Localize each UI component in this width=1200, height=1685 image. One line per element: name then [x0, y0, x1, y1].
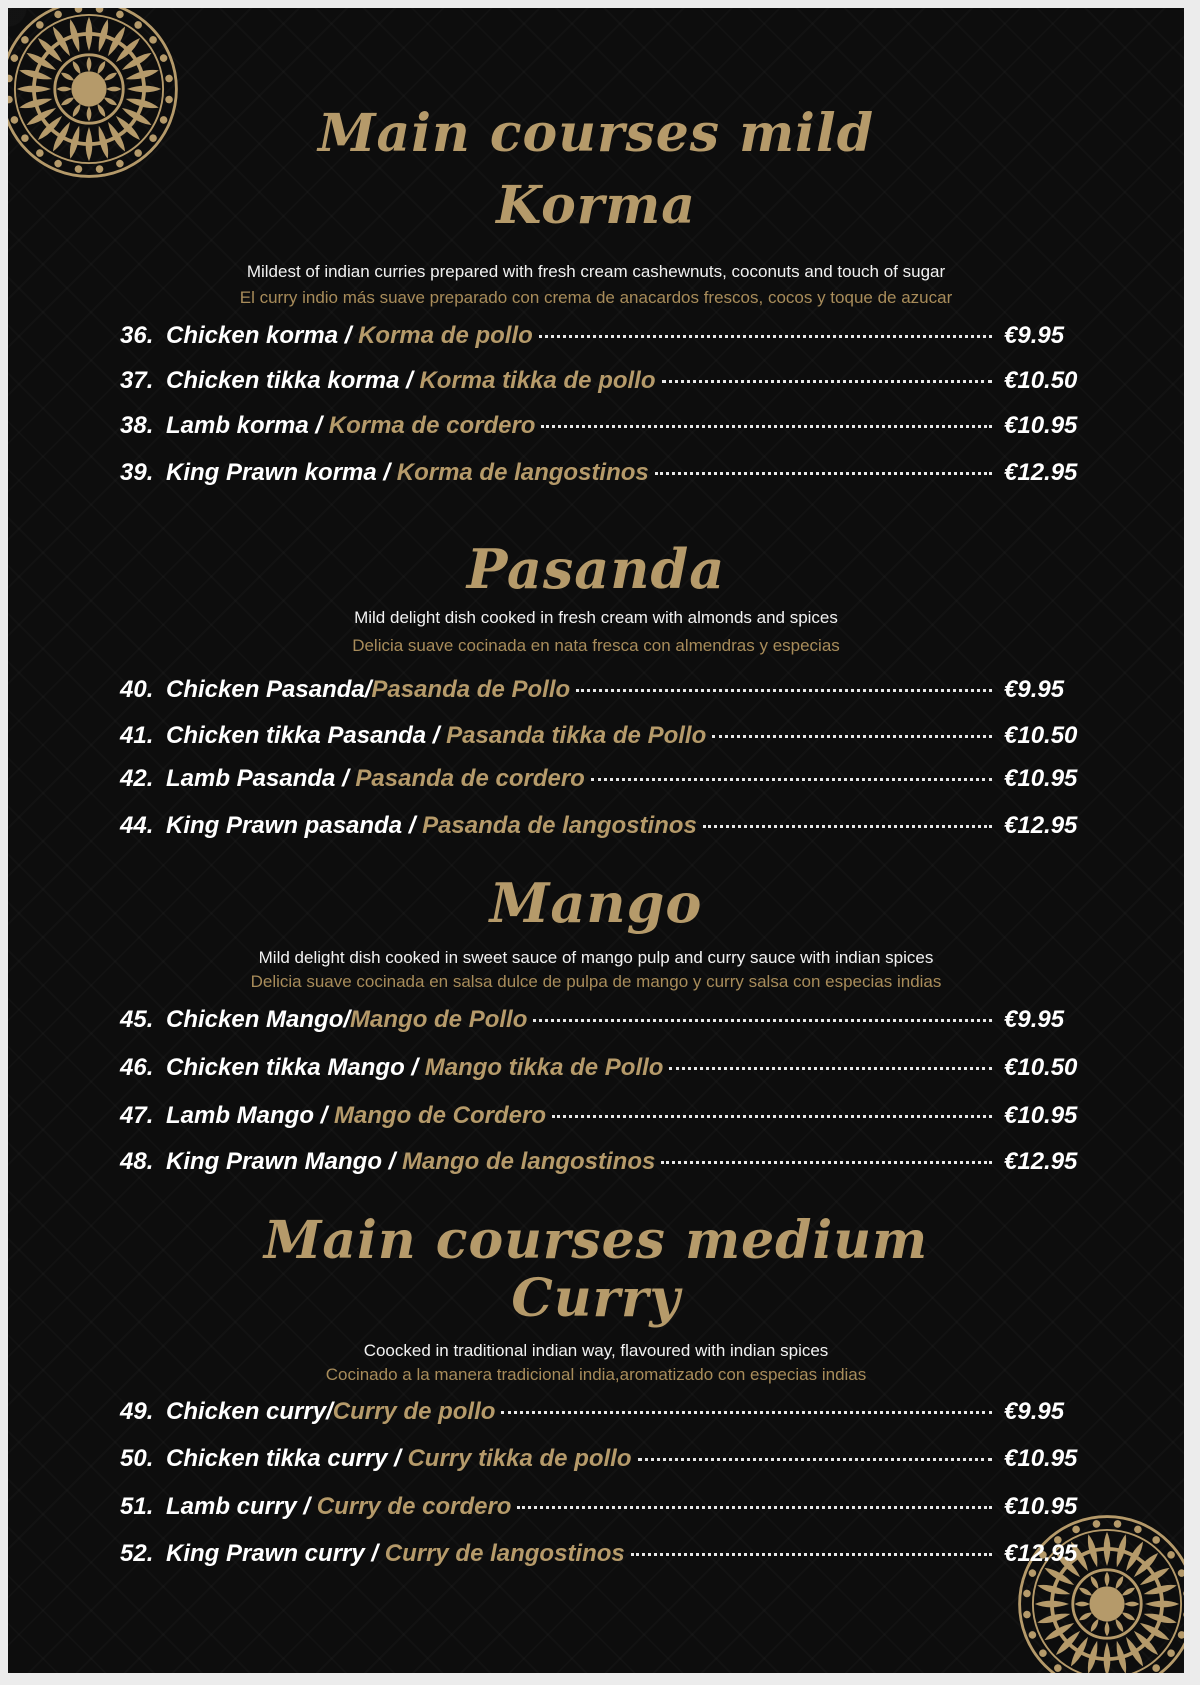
item-number: 42. [120, 765, 154, 792]
dot-leader [539, 335, 992, 338]
item-name-en: King Prawn pasanda [166, 812, 403, 839]
dot-leader [576, 689, 992, 692]
item-separator: / [364, 1540, 385, 1567]
item-name-es: Mango de Pollo [350, 1006, 528, 1033]
item-number: 51. [120, 1493, 154, 1520]
dot-leader [655, 472, 992, 475]
item-name-en: King Prawn curry [166, 1540, 365, 1567]
item-name-es: Pasanda de Pollo [371, 676, 571, 703]
item-price: €10.95 [1004, 412, 1078, 439]
item-number: 52. [120, 1540, 154, 1567]
item-name-es: Pasanda de langostinos [422, 812, 697, 839]
section-desc-es: Delicia suave cocinada en salsa dulce de pulpa de mango y curry salsa con especias indias [250, 972, 942, 991]
dot-leader [552, 1115, 992, 1118]
item-name-en: Lamb curry [166, 1493, 297, 1520]
item-name-es: Curry de cordero [316, 1493, 512, 1520]
menu-item [120, 812, 1090, 844]
item-name-en: Chicken tikka Pasanda [166, 722, 427, 749]
item-name-en: Chicken tikka curry [166, 1445, 388, 1472]
item-price: €9.95 [1004, 1006, 1065, 1033]
item-name-es: Mango de langostinos [402, 1148, 656, 1175]
item-number: 37. [120, 367, 154, 394]
menu-item [120, 412, 1090, 444]
item-separator: / [343, 1006, 351, 1033]
section-desc-es: Cocinado a la manera tradicional india,aromatizado con especias indias [325, 1365, 867, 1384]
item-price: €10.50 [1004, 367, 1078, 394]
dot-leader [517, 1506, 992, 1509]
item-number: 44. [120, 812, 154, 839]
dot-leader [533, 1019, 992, 1022]
item-name-es: Korma de pollo [358, 322, 533, 349]
item-separator: / [426, 722, 447, 749]
item-name-en: Chicken Pasanda [166, 676, 365, 703]
section-title-curry-line1: Main courses medium [263, 1210, 929, 1271]
item-price: €12.95 [1004, 459, 1078, 486]
item-number: 46. [120, 1054, 154, 1081]
section-title-pasanda: Pasanda [466, 537, 726, 601]
item-name-es: Curry de pollo [332, 1398, 496, 1425]
item-name-es: Pasanda tikka de Pollo [446, 722, 707, 749]
item-price: €10.95 [1004, 1493, 1078, 1520]
item-separator: / [399, 367, 420, 394]
item-price: €10.50 [1004, 722, 1078, 749]
item-separator: / [308, 412, 329, 439]
item-price: €9.95 [1004, 322, 1065, 349]
item-name-en: Chicken Mango [166, 1006, 344, 1033]
item-separator: / [296, 1493, 317, 1520]
item-separator: / [335, 765, 356, 792]
section-desc-es: El curry indio más suave preparado con crema de anacardos frescos, cocos y toque de azucar [239, 288, 953, 307]
item-price: €9.95 [1004, 676, 1065, 703]
section-title-korma-line2: Korma [496, 175, 696, 236]
dot-leader [638, 1458, 992, 1461]
item-name-en: Lamb Pasanda [166, 765, 336, 792]
dot-leader [541, 425, 992, 428]
dot-leader [703, 825, 992, 828]
menu-item [120, 1054, 1090, 1086]
item-separator: / [404, 1054, 425, 1081]
menu-item [120, 676, 1090, 708]
item-number: 45. [120, 1006, 154, 1033]
menu-item [120, 1006, 1090, 1038]
menu-item [120, 367, 1090, 399]
item-name-es: Korma de langostinos [396, 459, 649, 486]
item-price: €12.95 [1004, 1148, 1078, 1175]
menu-item [120, 1445, 1090, 1477]
item-number: 39. [120, 459, 154, 486]
item-number: 40. [120, 676, 154, 703]
menu-page [8, 8, 1184, 1673]
item-number: 48. [120, 1148, 154, 1175]
dot-leader [669, 1067, 992, 1070]
section-title-korma-line1: Main courses mild [317, 103, 875, 164]
item-price: €10.50 [1004, 1054, 1078, 1081]
dot-leader [661, 1161, 992, 1164]
section-desc-en: Coocked in traditional indian way, flavoured with indian spices [363, 1341, 829, 1360]
item-name-en: Chicken curry [166, 1398, 327, 1425]
section-title-curry-line2: Curry [511, 1268, 681, 1329]
section-desc-en: Mild delight dish cooked in sweet sauce of mango pulp and curry sauce with indian spices [258, 948, 934, 967]
item-separator: / [387, 1445, 408, 1472]
item-separator: / [326, 1398, 333, 1425]
dot-leader [631, 1553, 992, 1556]
item-number: 50. [120, 1445, 154, 1472]
item-price: €10.95 [1004, 765, 1078, 792]
item-name-en: Lamb korma [166, 412, 309, 439]
item-separator: / [314, 1102, 335, 1129]
item-name-en: King Prawn Mango [166, 1148, 382, 1175]
item-separator: / [338, 322, 359, 349]
menu-item [120, 1493, 1090, 1525]
item-name-es: Curry de langostinos [384, 1540, 625, 1567]
item-separator: / [402, 812, 423, 839]
item-number: 38. [120, 412, 154, 439]
menu-item [120, 1102, 1090, 1134]
item-name-en: Chicken tikka Mango [166, 1054, 405, 1081]
item-name-en: Chicken korma [166, 322, 339, 349]
dot-leader [501, 1411, 992, 1414]
section-desc-en: Mildest of indian curries prepared with fresh cream cashewnuts, coconuts and touch of sugar [246, 262, 946, 281]
dot-leader [591, 778, 992, 781]
menu-item [120, 322, 1090, 354]
item-name-es: Korma de cordero [328, 412, 536, 439]
section-desc-en: Mild delight dish cooked in fresh cream with almonds and spices [354, 608, 838, 627]
item-number: 36. [120, 322, 154, 349]
mandala-ornament-icon [1012, 1509, 1184, 1673]
item-name-es: Mango tikka de Pollo [424, 1054, 664, 1081]
item-name-es: Curry tikka de pollo [407, 1445, 632, 1472]
item-name-en: Chicken tikka korma [166, 367, 400, 394]
item-name-es: Korma tikka de pollo [419, 367, 656, 394]
dot-leader [712, 735, 992, 738]
menu-item [120, 1148, 1090, 1180]
item-price: €10.95 [1004, 1102, 1078, 1129]
section-desc-es: Delicia suave cocinada en nata fresca con almendras y especias [352, 636, 840, 655]
section-title-mango: Mango [489, 871, 703, 935]
menu-item [120, 722, 1090, 754]
menu-item [120, 459, 1090, 491]
menu-item [120, 1540, 1090, 1572]
item-price: €9.95 [1004, 1398, 1065, 1425]
item-number: 47. [120, 1102, 154, 1129]
item-name-es: Mango de Cordero [334, 1102, 547, 1129]
dot-leader [662, 380, 992, 383]
item-price: €12.95 [1004, 1540, 1078, 1567]
item-separator: / [382, 1148, 403, 1175]
item-separator: / [376, 459, 397, 486]
item-name-en: King Prawn korma [166, 459, 377, 486]
item-name-en: Lamb Mango [166, 1102, 314, 1129]
item-name-es: Pasanda de cordero [355, 765, 585, 792]
item-number: 49. [120, 1398, 154, 1425]
item-separator: / [364, 676, 372, 703]
item-number: 41. [120, 722, 154, 749]
item-price: €12.95 [1004, 812, 1078, 839]
menu-item [120, 765, 1090, 797]
item-price: €10.95 [1004, 1445, 1078, 1472]
menu-item [120, 1398, 1090, 1430]
